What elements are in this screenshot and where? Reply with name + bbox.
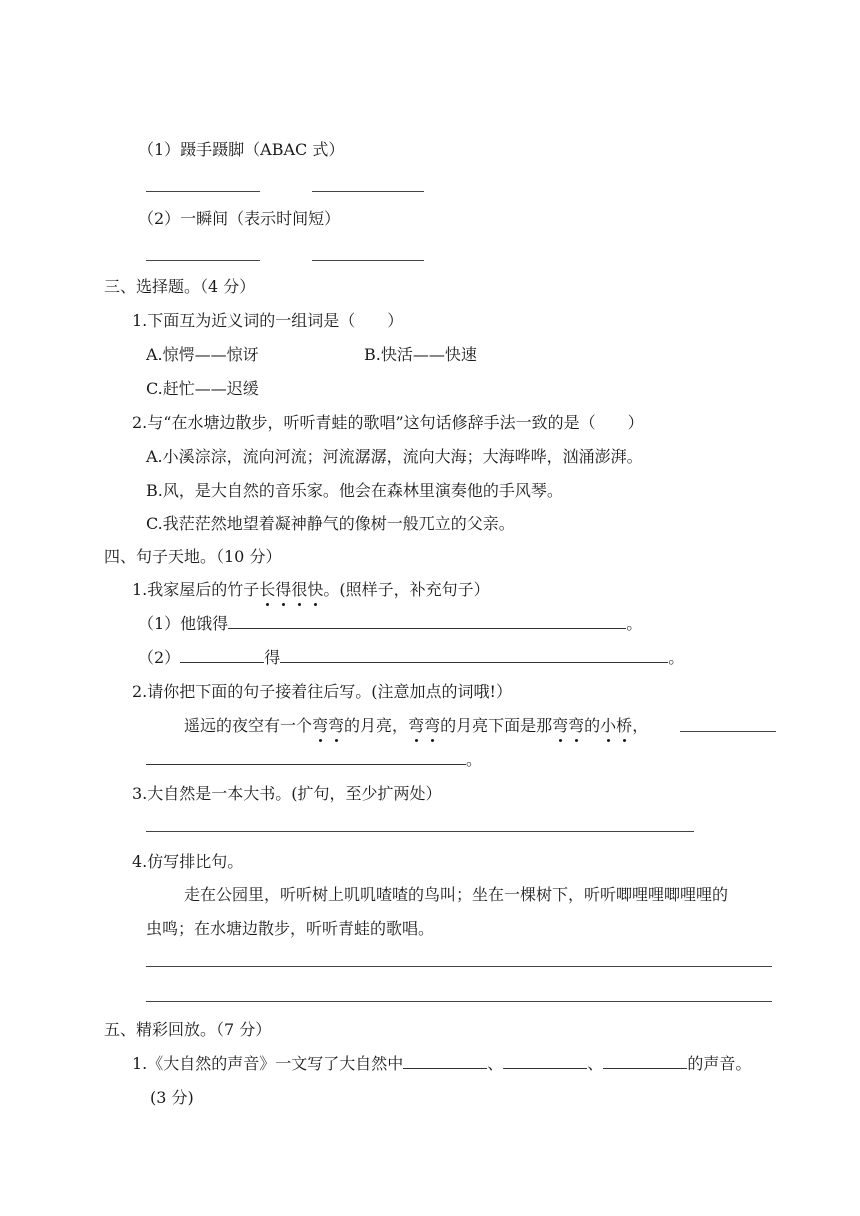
question-text: 1.下面互为近义词的一组词是（ ） <box>132 311 404 330</box>
answer-blank[interactable] <box>603 1054 687 1069</box>
answer-line[interactable] <box>146 191 260 192</box>
sentence-end: 。 <box>626 614 643 633</box>
score-note: (3 分) <box>150 1088 194 1107</box>
section-heading: 五、精彩回放。（7 分） <box>104 1020 272 1039</box>
question-text: 2.请你把下面的句子接着往后写。(注意加点的词哦!） <box>132 682 512 701</box>
sentence-prefix: （1）他饿得 <box>138 614 229 633</box>
answer-line[interactable] <box>146 1001 772 1002</box>
answer-line[interactable] <box>146 966 772 967</box>
question-prefix: 1.我家屋后的竹子 <box>132 580 260 599</box>
sentence-task-2 <box>138 647 684 669</box>
sentence-end: 。 <box>466 750 483 769</box>
question-text: 4.仿写排比句。 <box>132 852 244 871</box>
passage-part: ， <box>632 716 649 735</box>
separator: 、 <box>587 1054 604 1073</box>
passage-part: 的月亮下面是那 <box>440 716 553 735</box>
emphasis-dots: 弯弯 <box>312 716 345 735</box>
separator: 、 <box>487 1054 504 1073</box>
option-c[interactable]: C.我茫茫然地望着凝神静气的像树一般兀立的父亲。 <box>146 514 515 533</box>
passage-part: 的 <box>584 716 601 735</box>
answer-blank[interactable] <box>180 648 264 663</box>
passage-text <box>184 715 648 737</box>
sentence-end: 。 <box>668 648 685 667</box>
passage-text: 走在公园里，听听树上叽叽喳喳的鸟叫；坐在一棵树下，听听唧哩哩唧哩哩的 <box>184 885 729 904</box>
option-b[interactable]: B.快活——快速 <box>364 345 477 364</box>
answer-blank[interactable] <box>228 614 626 629</box>
word-task-1: （1）蹑手蹑脚（ABAC 式） <box>138 140 345 159</box>
question-text <box>132 579 490 601</box>
section-heading: 四、句子天地。（10 分） <box>104 547 282 566</box>
answer-blank[interactable] <box>146 750 466 765</box>
answer-line[interactable] <box>680 731 776 732</box>
section-heading: 三、选择题。（4 分） <box>104 277 256 296</box>
question-prefix: 1.《大自然的声音》一文写了大自然中 <box>132 1054 404 1073</box>
passage-part: 遥远的夜空有一个 <box>184 716 313 735</box>
emphasis-dots: 弯弯 <box>552 716 585 735</box>
sentence-prefix: （2） <box>138 648 181 667</box>
option-a[interactable]: A.小溪淙淙，流向河流；河流潺潺，流向大海；大海哗哗，汹涌澎湃。 <box>146 447 643 466</box>
question-text: 2.与“在水塘边散步，听听青蛙的歌唱”这句话修辞手法一致的是（ ） <box>132 413 644 432</box>
emphasis-dots: 长得很快 <box>259 580 324 599</box>
question-suffix: 的声音。 <box>687 1054 752 1073</box>
continuation-line <box>146 749 482 771</box>
emphasis-dots: 小桥 <box>600 716 633 735</box>
answer-line[interactable] <box>312 191 424 192</box>
question-text: 3.大自然是一本大书。(扩句，至少扩两处） <box>132 784 442 803</box>
passage-text: 虫鸣；在水塘边散步，听听青蛙的歌唱。 <box>146 919 435 938</box>
question-instruction: 。(照样子，补充句子） <box>323 580 490 599</box>
option-c[interactable]: C.赶忙——迟缓 <box>146 379 259 398</box>
sentence-middle: 得 <box>264 648 281 667</box>
option-a[interactable]: A.惊愕——惊讶 <box>146 345 259 364</box>
answer-blank[interactable] <box>280 648 668 663</box>
answer-line[interactable] <box>146 260 260 261</box>
sentence-task-1 <box>138 613 642 635</box>
answer-line[interactable] <box>312 260 424 261</box>
answer-blank[interactable] <box>503 1054 587 1069</box>
answer-blank[interactable] <box>403 1054 487 1069</box>
passage-part: 的月亮， <box>344 716 409 735</box>
answer-line[interactable] <box>146 831 694 832</box>
word-task-2: （2）一瞬间（表示时间短） <box>138 209 341 228</box>
emphasis-dots: 弯弯 <box>408 716 441 735</box>
question-text <box>132 1053 751 1075</box>
option-b[interactable]: B.风，是大自然的音乐家。他会在森林里演奏他的手风琴。 <box>146 481 563 500</box>
